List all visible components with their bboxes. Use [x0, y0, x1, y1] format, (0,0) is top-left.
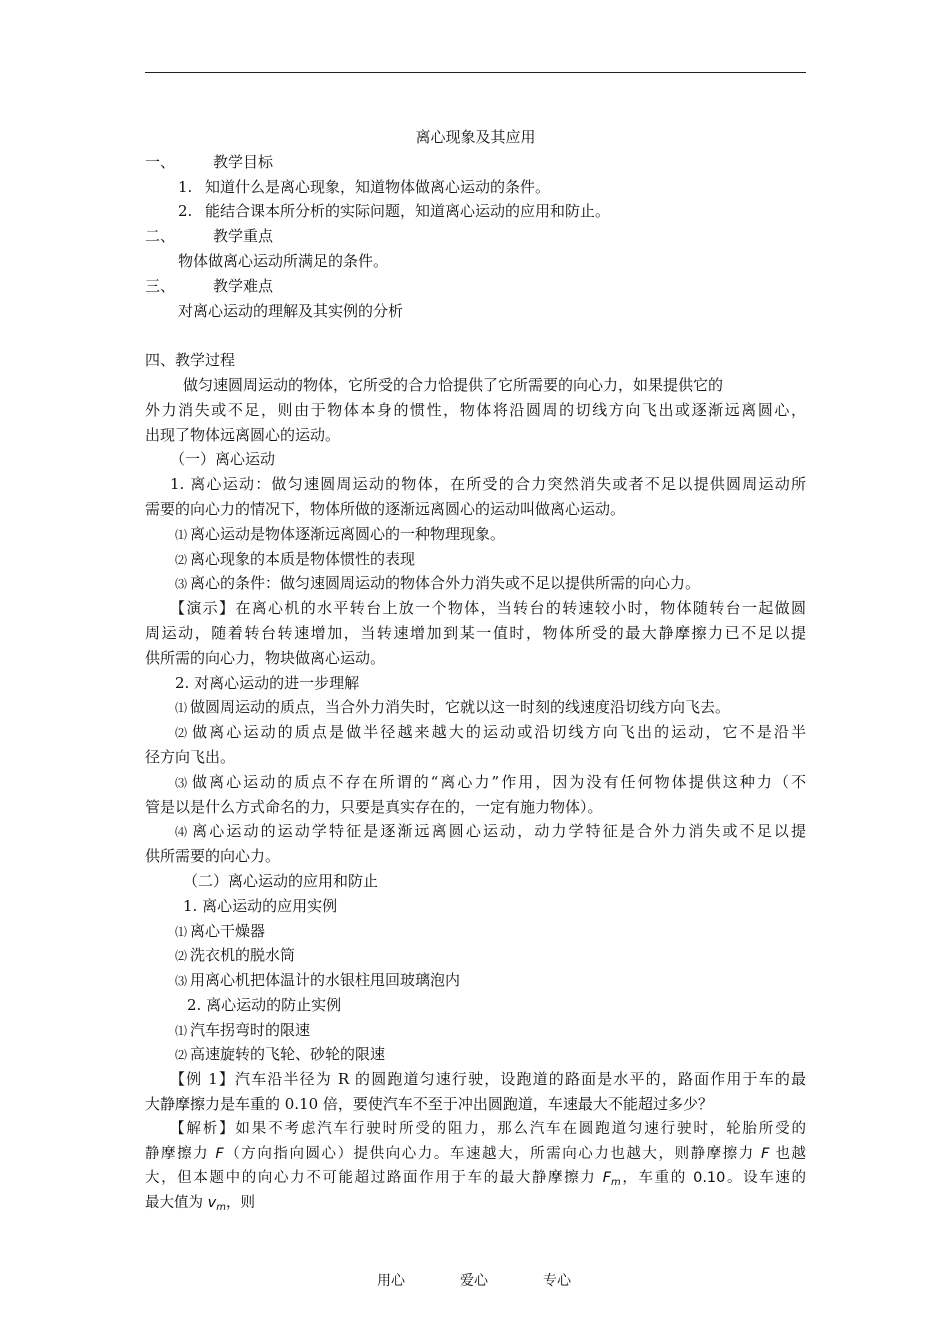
- section-heading-goals: [145, 150, 806, 175]
- section-number: 三、: [145, 276, 176, 295]
- solution-line: [145, 1191, 806, 1216]
- solution-text: 最大值为: [145, 1195, 208, 1212]
- point-number: ⑵: [175, 552, 188, 567]
- point-number: ⑶: [175, 775, 190, 790]
- document-body: [145, 125, 806, 1216]
- solution-line: [145, 1117, 806, 1142]
- solution-line: [145, 1142, 806, 1167]
- demo-line: 供所需的向心力，物块做离心运动。: [145, 648, 386, 667]
- force-symbol: F: [215, 1145, 224, 1162]
- point-continuation: 径方向飞出。: [145, 747, 236, 766]
- subheading: 1. 离心运动的应用实例: [183, 896, 338, 915]
- list-number: 2.: [178, 202, 193, 221]
- point-number: ⑶: [175, 974, 188, 989]
- demo-line: [145, 596, 806, 621]
- point-text: 离心的条件：做匀速圆周运动的物体合外力消失或不足以提供所需的向心力。: [190, 574, 701, 593]
- point-number: ⑴: [175, 701, 188, 716]
- point-text: 离心运动的运动学特征是逐渐远离圆心运动，动力学特征是合外力消失或不足以提: [192, 822, 806, 841]
- solution-line: [145, 1166, 806, 1191]
- point-continuation: 供所需要的向心力。: [145, 847, 281, 866]
- point-item: [145, 571, 806, 596]
- point-item: [145, 547, 806, 572]
- point-number: ⑵: [175, 949, 188, 964]
- footer-text: 用心: [377, 1273, 405, 1289]
- point-item: [145, 770, 806, 795]
- list-item: [145, 1042, 806, 1067]
- point-text: 洗衣机的脱水筒: [190, 946, 296, 965]
- point-text: 做离心运动的质点不存在所谓的“离心力”作用，因为没有任何物体提供这种力（不: [192, 772, 806, 791]
- point-number: ⑴: [175, 924, 188, 939]
- point-text: 离心干燥器: [190, 921, 266, 940]
- section-number: 二、: [145, 227, 176, 246]
- section-number: 一、: [145, 152, 176, 171]
- demo-line: 周运动，随着转台转速增加，当转速增加到某一值时，物体所受的最大静摩擦力已不足以提: [145, 623, 806, 642]
- example-tag: 【例 1】: [170, 1070, 236, 1089]
- list-item: [145, 919, 806, 944]
- part-heading: （一）离心运动: [170, 450, 276, 469]
- solution-text: 也越: [769, 1145, 807, 1162]
- point-item: [145, 819, 806, 844]
- solution-text: 如果不考虑汽车行驶时所受的阻力，那么汽车在圆跑道匀速行驶时，轮胎所受的: [235, 1120, 806, 1137]
- subheading: 2. 离心运动的防止实例: [187, 995, 342, 1014]
- header-rule: [145, 72, 806, 73]
- force-symbol: F: [760, 1145, 770, 1162]
- footer-text: 爱心: [460, 1273, 488, 1289]
- solution-text: ，则: [225, 1195, 255, 1212]
- example-line: [145, 1067, 806, 1092]
- demo-text: 在离心机的水平转台上放一个物体，当转台的转速较小时，物体随转台一起做圆: [235, 599, 806, 618]
- point-number: ⑵: [175, 726, 190, 741]
- footer-text: 专心: [543, 1273, 571, 1289]
- example-line: 大静摩擦力是车重的 0.10 倍，要使汽车不至于冲出圆跑道，车速最大不能超过多少？: [145, 1095, 713, 1114]
- intro-line: 外力消失或不足，则由于物体本身的惯性，物体将沿圆周的切线方向飞出或逐渐远离圆心，: [145, 400, 806, 419]
- velocity-symbol: v: [207, 1195, 217, 1212]
- list-text: 知道什么是离心现象，知道物体做离心运动的条件。: [205, 177, 551, 196]
- point-item: [145, 720, 806, 745]
- point-text: 离心现象的本质是物体惯性的表现: [190, 549, 416, 568]
- section-label: 教学重点: [213, 227, 274, 246]
- point-number: ⑶: [175, 577, 188, 592]
- point-text: 高速旋转的飞轮、砂轮的限速: [190, 1045, 386, 1064]
- solution-text: 大，但本题中的向心力不可能超过路面作用于车的最大静摩擦力: [145, 1170, 603, 1187]
- point-number: ⑷: [175, 825, 190, 840]
- solution-text: ，车重的 0.10。设车速的: [620, 1170, 806, 1187]
- list-number: 1.: [178, 177, 193, 196]
- section-label: 教学目标: [213, 152, 274, 171]
- goal-item: [145, 199, 806, 224]
- subheading: 2. 对离心运动的进一步理解: [175, 673, 360, 692]
- point-item: [145, 522, 806, 547]
- point-item: [145, 695, 806, 720]
- subscript: m: [611, 1177, 621, 1189]
- point-number: ⑴: [175, 527, 188, 542]
- point-text: 做圆周运动的质点，当合外力消失时，它就以这一时刻的线速度沿切线方向飞去。: [190, 698, 731, 717]
- section-heading-process: 四、教学过程: [145, 351, 236, 370]
- key-point-text: 物体做离心运动所满足的条件。: [178, 251, 389, 270]
- section-label: 教学难点: [213, 276, 274, 295]
- blank-line: [145, 323, 806, 348]
- solution-text: 静摩擦力: [145, 1145, 216, 1162]
- intro-line: 做匀速圆周运动的物体，它所受的合力恰提供了它所需要的向心力，如果提供它的: [183, 375, 724, 394]
- solution-text: （方向指向圆心）提供向心力。车速越大，所需向心力也越大，则静摩擦力: [223, 1145, 761, 1162]
- definition-line: 1. 离心运动：做匀速圆周运动的物体，在所受的合力突然消失或者不足以提供圆周运动所: [170, 475, 806, 494]
- point-number: ⑵: [175, 1048, 188, 1063]
- definition-line: 需要的向心力的情况下，物体所做的逐渐远离圆心的运动叫做离心运动。: [145, 499, 626, 518]
- point-text: 做离心运动的质点是做半径越来越大的运动或沿切线方向飞出的运动，它不是沿半: [192, 723, 806, 742]
- section-heading-key: [145, 224, 806, 249]
- point-number: ⑴: [175, 1023, 188, 1038]
- demo-tag: 【演示】: [170, 599, 236, 618]
- difficulty-text: 对离心运动的理解及其实例的分析: [178, 301, 404, 320]
- intro-line: 出现了物体远离圆心的运动。: [145, 425, 341, 444]
- subscript: m: [216, 1202, 226, 1214]
- list-item: [145, 968, 806, 993]
- point-text: 离心运动是物体逐渐远离圆心的一种物理现象。: [190, 524, 506, 543]
- force-symbol: F: [602, 1170, 611, 1187]
- page-title: 离心现象及其应用: [415, 128, 536, 146]
- point-continuation: 管是以是什么方式命名的力，只要是真实存在的，一定有施力物体）。: [145, 797, 603, 816]
- example-text: 汽车沿半径为 R 的圆跑道匀速行驶，设跑道的路面是水平的，路面作用于车的最: [235, 1070, 806, 1089]
- point-text: 用离心机把体温计的水银柱甩回玻璃泡内: [190, 971, 461, 990]
- list-text: 能结合课本所分析的实际问题，知道离心运动的应用和防止。: [205, 202, 611, 221]
- list-item: [145, 1018, 806, 1043]
- section-heading-difficulty: [145, 274, 806, 299]
- goal-item: [145, 175, 806, 200]
- list-item: [145, 943, 806, 968]
- part-heading: （二）离心运动的应用和防止: [183, 871, 379, 890]
- solution-tag: 【解析】: [170, 1120, 236, 1137]
- point-text: 汽车拐弯时的限速: [190, 1020, 311, 1039]
